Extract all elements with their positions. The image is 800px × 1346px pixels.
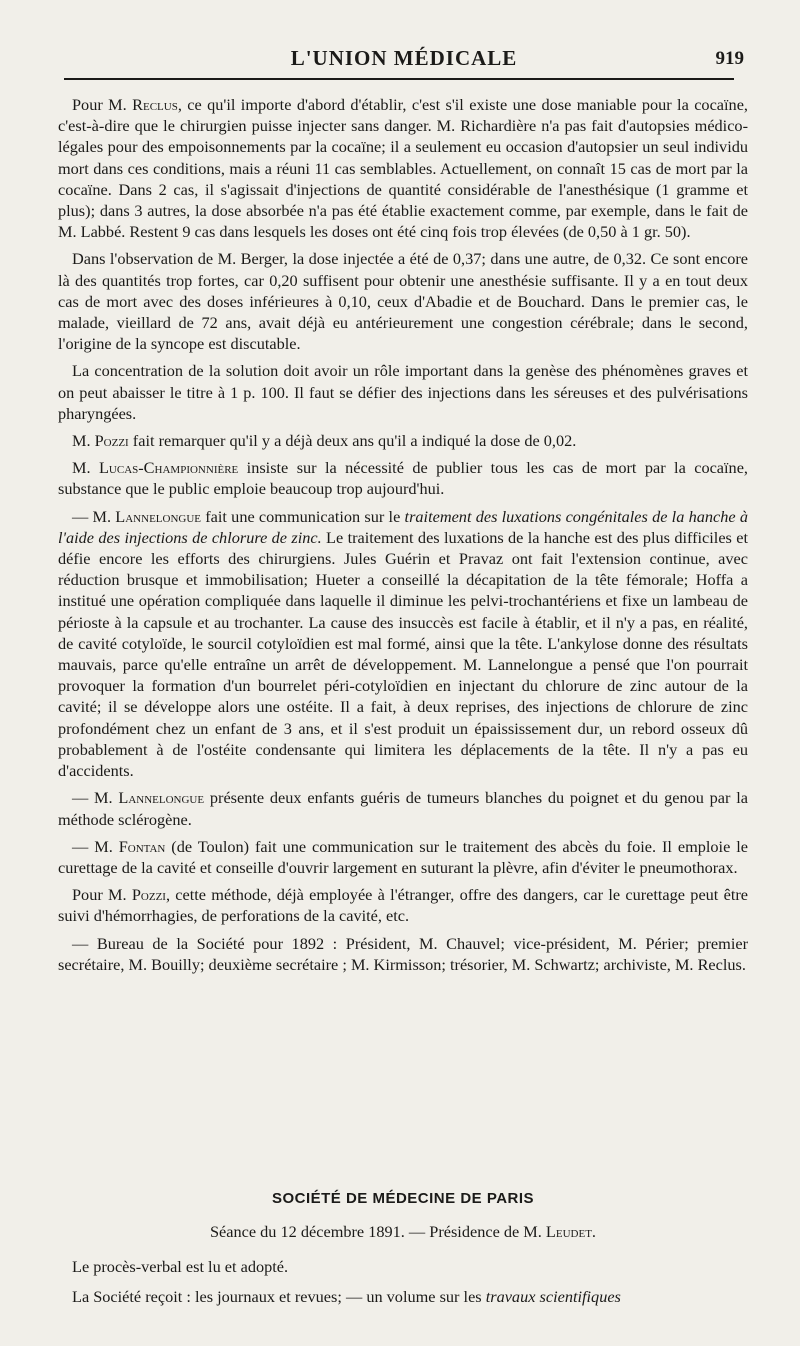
paragraph-text: Dans l'observation de M. Berger, la dose injectée a été de 0,37; dans une autre, de 0,32. Ce sont encore là des quantités trop fortes, car 0,20 suffisent pour obtenir une anesthésie suffisante. Il y a en tout deux cas de mort avec des doses inférieures à 0,10, ceux d'Abadie et de Bouchard. Dans le premier cas, le malade, vieillard de 72 ans, avait déjà eu antérieurement une congestion cérébrale; dans le second, l'origine de la syncope est discutable. <box>58 249 748 354</box>
paragraph-text: , ce qu'il importe d'abord d'établir, c'est s'il existe une dose maniable pour la cocaïne, c'est-à-dire que le chirurgien puisse injecter sans danger. M. Richardière n'a pas fait d'autopsies médico-légales pour des empoisonnements par la cocaïne; il a seulement eu occasion d'autopsier un seul individu mort dans ces conditions, mais a réuni 11 cas semblables. Actuellement, on connaît 15 cas de mort par la cocaïne. Dans 2 cas, il s'agissait d'injections de quantité considérable de l'anesthésique (1 gramme et plus); dans 3 autres, la dose absorbée n'a pas été établie exactement comme, par exemple, dans le fait de M. Labbé. Restent 9 cas dans lesquels les doses ont été cinq fois trop élevées (de 0,50 à 1 gr. 50). <box>58 95 748 242</box>
speaker-name: Reclus <box>132 95 178 114</box>
president-name: Leudet <box>545 1222 592 1242</box>
paragraph-text: — Bureau de la Société pour 1892 : Président, M. Chauvel; vice-président, M. Périer; premier secrétaire, M. Bouilly; deuxième secrétaire ; M. Kirmisson; trésorier, M. Schwartz; archiviste, M. Reclus. <box>58 933 748 974</box>
paragraph <box>58 94 748 242</box>
paragraph-text: La concentration de la solution doit avoir un rôle important dans la genèse des phénomènes graves et on peut abaisser le titre à 1 p. 100. Il faut se défier des injections dans les séreuses et des pulvérisations pharyngées. <box>58 361 748 423</box>
italic-text: travaux scientifiques <box>485 1286 621 1306</box>
paragraph-lead: M. <box>72 458 99 478</box>
paragraph-text: présente deux enfants guéris de tumeurs blanches du poignet et du genou par la méthode sclérogène. <box>58 788 748 829</box>
article-body <box>58 94 748 981</box>
paragraph <box>58 1256 748 1277</box>
society-section <box>58 1188 748 1315</box>
speaker-name: Lannelongue <box>118 788 205 808</box>
running-title: L'UNION MÉDICALE <box>290 46 518 70</box>
paragraph <box>58 430 748 451</box>
paragraph-text: fait remarquer qu'il y a déjà deux ans qu'il a indiqué la dose de 0,02. <box>128 431 577 451</box>
speaker-name: Lucas-Championnière <box>98 458 239 478</box>
paragraph-lead: Pour M. <box>72 95 133 114</box>
section-title: SOCIÉTÉ DE MÉDECINE DE PARIS <box>271 1190 535 1207</box>
paragraph-text: Le procès-verbal est lu et adopté. <box>72 1257 289 1277</box>
session-text: . <box>591 1222 596 1242</box>
paragraph-text: insiste sur la nécessité de publier tous les cas de mort par la cocaïne, substance que le public emploie beaucoup trop aujourd'hui. <box>58 458 748 499</box>
paragraph <box>58 506 748 782</box>
page-header <box>64 46 744 82</box>
paragraph <box>58 933 748 975</box>
paragraph-lead: M. <box>72 431 95 451</box>
paragraph <box>58 884 748 926</box>
paragraph <box>58 836 748 878</box>
header-rule <box>64 78 734 80</box>
paragraph-lead: Pour M. <box>72 885 132 905</box>
session-line <box>58 1221 748 1242</box>
speaker-name: Lannelongue <box>115 506 202 526</box>
session-text: Séance du 12 décembre 1891. — Présidence de M. <box>210 1222 546 1242</box>
paragraph <box>58 787 748 829</box>
paragraph <box>58 457 748 499</box>
paragraph <box>58 248 748 354</box>
speaker-name: Pozzi <box>94 431 129 451</box>
paragraph-lead: — M. <box>72 788 119 808</box>
page-number: 919 <box>715 48 744 69</box>
paragraph <box>58 1286 748 1307</box>
speaker-name: Fontan <box>118 836 166 856</box>
paragraph-text: , cette méthode, déjà employée à l'étranger, offre des dangers, car le curettage peut être suivi d'hémorrhagies, de perforations de la cavité, etc. <box>58 885 748 926</box>
speaker-name: Pozzi <box>131 885 166 905</box>
paragraph-lead: — M. <box>72 836 119 856</box>
paragraph-lead: — M. <box>72 506 116 526</box>
paragraph-text: (de Toulon) fait une communication sur le traitement des abcès du foie. Il emploie le curettage de la cavité et conseille d'ouvrir largement en suturant la plèvre, afin d'éviter le pneumothorax. <box>58 836 748 877</box>
paragraph-text: Le traitement des luxations de la hanche est des plus difficiles et défie encore les efforts des chirurgiens. Jules Guérin et Pravaz ont fait l'extension continue, avec réduction brusque et immobilisation; Hueter a conseillé la décapitation de la tête fémorale; Hoffa a institué une opération compliquée dans laquelle il diminue les pelvi-trochantériens et fixe un lambeau de périoste à la capsule et au trochanter. La cause des insuccès est facile à établir, et il n'y a pas, en réalité, de cavité cotyloïde, le sourcil cotyloïdien est mal formé, ainsi que la tête. L'ankylose donne des résultats mauvais, parce qu'elle entraîne un arrêt de développement. M. Lannelongue a pensé que l'on pourrait provoquer la formation d'un bourrelet péri-cotyloïdien en injectant du chlorure de zinc autour de la cavité; il se développe alors une ostéite. Il a fait, à deux reprises, des injections de chlorure de zinc profondément chez un enfant de 3 ans, et il s'est produit un épaississement dur, un rebord osseux dû probablement à de l'ostéite condensante qui limitera les déplacements de la tête. Il n'y a pas eu d'accidents. <box>58 527 748 781</box>
paragraph-text: La Société reçoit : les journaux et revues; — un volume sur les <box>72 1286 486 1306</box>
paragraph <box>58 360 748 424</box>
communication-title: traitement des luxations congénitales de la hanche à l'aide des injections de chlorure de zinc. <box>58 506 748 547</box>
paragraph-text: fait une communication sur le <box>201 506 405 526</box>
